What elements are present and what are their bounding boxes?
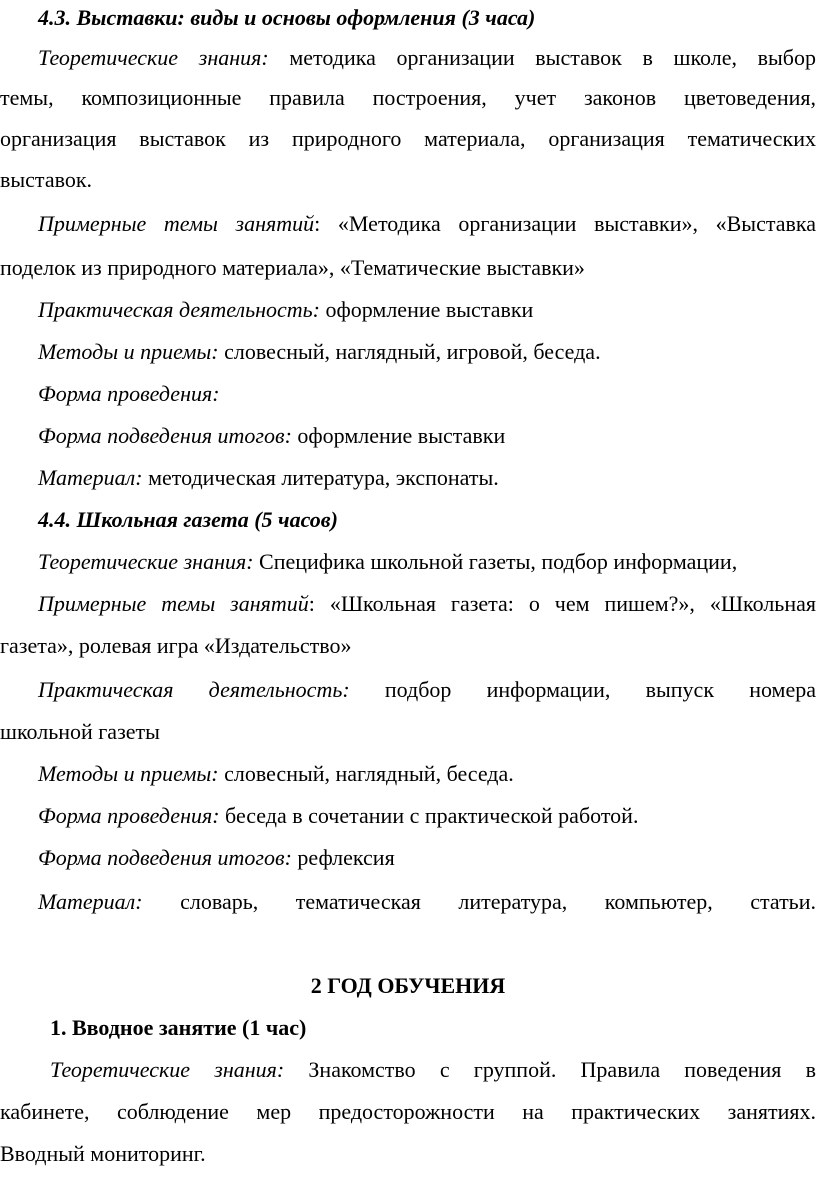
theory-line-2: кабинете, соблюдение мер предосторожности на практических занятиях.	[0, 1099, 816, 1124]
topics-line	[0, 588, 816, 620]
methods-label: Методы и приемы:	[38, 761, 219, 786]
theory-line	[0, 42, 816, 74]
material-label: Материал:	[38, 465, 143, 490]
practice-label: Практическая деятельность:	[38, 677, 350, 702]
intro-heading: 1. Вводное занятие (1 час)	[50, 1015, 307, 1040]
topics-line-2: поделок из природного материала», «Тематические выставки»	[0, 255, 585, 280]
material-text: методическая литература, экспонаты.	[142, 465, 499, 490]
form-line	[0, 800, 816, 832]
practice-label: Практическая деятельность:	[38, 297, 320, 322]
results-text: рефлексия	[291, 845, 395, 870]
results-text: оформление выставки	[291, 423, 506, 448]
topics-label: Примерные темы занятий	[38, 211, 315, 236]
section-heading-4-4: 4.4. Школьная газета (5 часов)	[38, 507, 338, 532]
practice-line	[0, 674, 816, 706]
material-label: Материал:	[38, 889, 143, 914]
theory-line	[0, 1054, 816, 1086]
form-label: Форма проведения:	[38, 803, 220, 828]
theory-text: Знакомство с группой. Правила поведения в	[284, 1057, 816, 1082]
theory-line-4: выставок.	[0, 167, 93, 192]
theory-line-2: темы, композиционные правила построения, учет законов цветоведения,	[0, 85, 816, 110]
practice-line-2: школьной газеты	[0, 719, 160, 744]
theory-line-3: Вводный мониторинг.	[0, 1141, 206, 1166]
form-line	[0, 378, 816, 410]
material-text: словарь, тематическая литература, компьютер, статьи.	[142, 889, 816, 914]
theory-line-3: организация выставок из природного материала, организация тематических	[0, 126, 816, 151]
topics-line-2: газета», ролевая игра «Издательство»	[0, 633, 352, 658]
methods-line	[0, 758, 816, 790]
material-line	[0, 462, 816, 494]
practice-text: оформление выставки	[319, 297, 534, 322]
theory-text: Специфика школьной газеты, подбор информации,	[253, 549, 738, 574]
results-line	[0, 420, 816, 452]
section-heading-4-3: 4.3. Выставки: виды и основы оформления (3 часа)	[38, 5, 536, 30]
topics-label: Примерные темы занятий	[38, 591, 309, 616]
theory-label: Теоретические знания:	[50, 1057, 285, 1082]
form-label: Форма проведения:	[38, 381, 220, 406]
methods-label: Методы и приемы:	[38, 339, 219, 364]
methods-text: словесный, наглядный, беседа.	[218, 761, 514, 786]
theory-line	[0, 546, 816, 578]
topics-line	[0, 208, 816, 240]
results-line	[0, 842, 816, 874]
methods-text: словесный, наглядный, игровой, беседа.	[218, 339, 601, 364]
topics-text: : «Методика организации выставки», «Выставка	[314, 211, 816, 236]
year-heading: 2 ГОД ОБУЧЕНИЯ	[310, 973, 506, 998]
results-label: Форма подведения итогов:	[38, 845, 292, 870]
material-line	[0, 886, 816, 918]
methods-line	[0, 336, 816, 368]
form-text: беседа в сочетании с практической работой.	[219, 803, 639, 828]
practice-line	[0, 294, 816, 326]
practice-text: подбор информации, выпуск номера	[349, 677, 816, 702]
theory-label: Теоретические знания:	[38, 45, 269, 70]
results-label: Форма подведения итогов:	[38, 423, 292, 448]
theory-label: Теоретические знания:	[38, 549, 254, 574]
topics-text: : «Школьная газета: о чем пишем?», «Школьная	[308, 591, 816, 616]
theory-text: методика организации выставок в школе, выбор	[268, 45, 816, 70]
